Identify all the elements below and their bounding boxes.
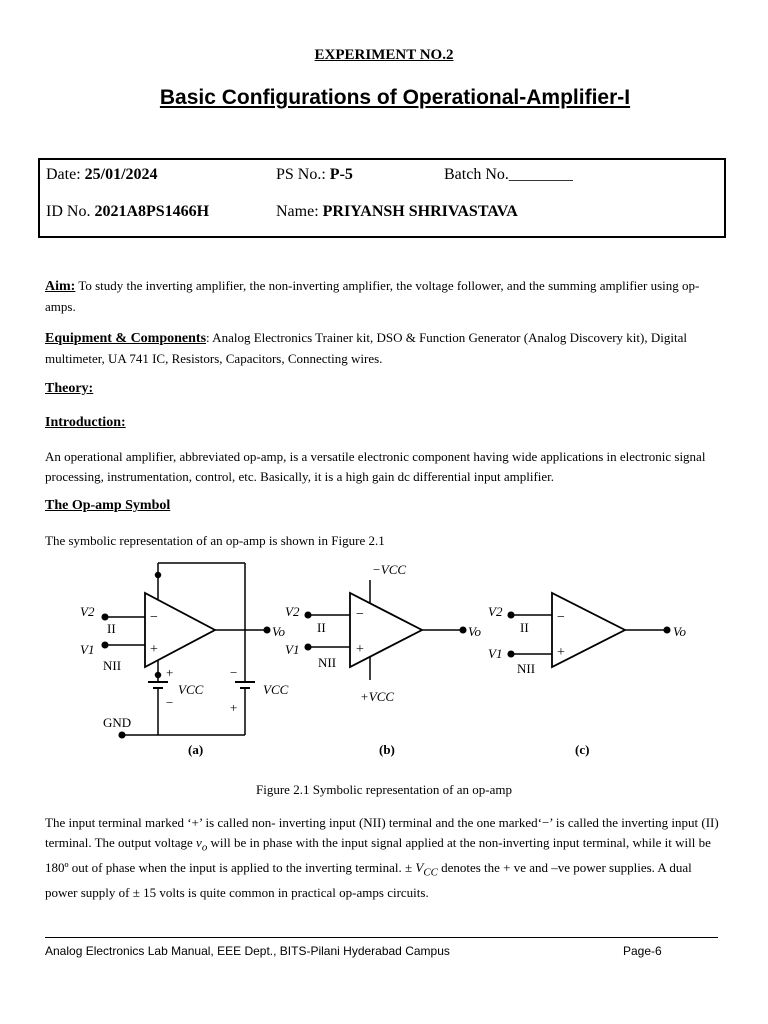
neg-vcc-label: −VCC: [372, 562, 407, 577]
v2-label-c: V2: [488, 604, 503, 619]
aim-paragraph: Aim: To study the inverting amplifier, the non-inverting amplifier, the voltage follower, and the summing amplifier using op-amps.: [45, 278, 700, 314]
v1-label-c: V1: [488, 646, 503, 661]
experiment-number: EXPERIMENT NO.2: [314, 47, 454, 63]
introduction-heading: Introduction:: [45, 415, 126, 430]
minus-sign-c: −: [557, 610, 565, 625]
vcc-label-a1: VCC: [178, 682, 204, 697]
v1-label-a: V1: [80, 642, 95, 657]
opamp-symbol-figure: [70, 555, 710, 770]
figure-label-a: (a): [188, 742, 204, 757]
plus-sign-b: +: [356, 642, 364, 657]
figure-label-c: (c): [575, 742, 590, 757]
plus-sign-c: +: [557, 645, 565, 660]
introduction-paragraph: An operational amplifier, abbreviated op-amp, is a versatile electronic component having wide applications in electronic signal processing, instrumentation, control, etc. Basically, it is a high gain dc differential input amplifier.: [45, 449, 706, 484]
battery2-plus: +: [230, 700, 238, 715]
name-field: Name: PRIYANSH SHRIVASTAVA: [276, 203, 518, 220]
page-number: Page-6: [623, 944, 662, 958]
opamp-symbol-heading: The Op-amp Symbol: [45, 498, 171, 513]
opamp-diagram-c: [508, 593, 670, 667]
nii-label-b: NII: [318, 655, 337, 670]
theory-heading: Theory:: [45, 381, 94, 396]
opamp-symbol-text: The symbolic representation of an op-amp is shown in Figure 2.1: [45, 533, 385, 548]
nii-label-c: NII: [517, 661, 536, 676]
minus-sign-a: −: [150, 610, 158, 625]
minus-sign-b: −: [356, 607, 364, 622]
footer-manual-title: Analog Electronics Lab Manual, EEE Dept., BITS-Pilani Hyderabad Campus: [45, 944, 450, 958]
terminal-description-paragraph: The input terminal marked ‘+’ is called non- inverting input (NII) terminal and the one marked‘−’ is called the inverting input (II) terminal. The output voltage $v_o$ will be in phase with the input signal applied at the non-inverting input terminal, while it will be 180º out of phase when the input is applied to the inverting terminal. ± $V_{CC}$ denotes the + ve and –ve power supplies. A dual power supply of ± 15 volts is quite common in practical op-amps circuits.: [45, 815, 719, 900]
battery1-minus: −: [166, 695, 174, 710]
battery1-plus: +: [166, 665, 174, 680]
opamp-diagram-a: [102, 563, 270, 738]
ii-label-c: II: [520, 620, 529, 635]
batch-number-field: Batch No.________: [444, 166, 573, 183]
battery2-minus: −: [230, 665, 238, 680]
figure-caption: Figure 2.1 Symbolic representation of an op-amp: [256, 782, 512, 797]
ps-number-field: PS No.: P-5: [276, 166, 353, 183]
nii-label-a: NII: [103, 658, 122, 673]
equipment-paragraph: Equipment & Components: Analog Electronics Trainer kit, DSO & Function Generator (Analog Discovery kit), Digital multimeter, UA 741 IC, Resistors, Capacitors, Connecting wires.: [45, 330, 687, 366]
vo-label-a: Vo: [272, 624, 285, 639]
vo-label-c: Vo: [673, 624, 686, 639]
v2-label-b: V2: [285, 604, 300, 619]
date-field: Date: 25/01/2024: [46, 166, 158, 183]
id-number-field: ID No. 2021A8PS1466H: [46, 203, 210, 220]
figure-label-b: (b): [379, 742, 395, 757]
page-title: Basic Configurations of Operational-Amplifier-I: [159, 86, 631, 109]
vo-label-b: Vo: [468, 624, 481, 639]
v1-label-b: V1: [285, 642, 300, 657]
footer-divider: [45, 937, 718, 938]
plus-sign-a: +: [150, 642, 158, 657]
gnd-label: GND: [103, 715, 132, 730]
ii-label-a: II: [107, 621, 116, 636]
pos-vcc-label: +VCC: [360, 689, 395, 704]
ii-label-b: II: [317, 620, 326, 635]
vcc-label-a2: VCC: [263, 682, 289, 697]
v2-label-a: V2: [80, 604, 95, 619]
